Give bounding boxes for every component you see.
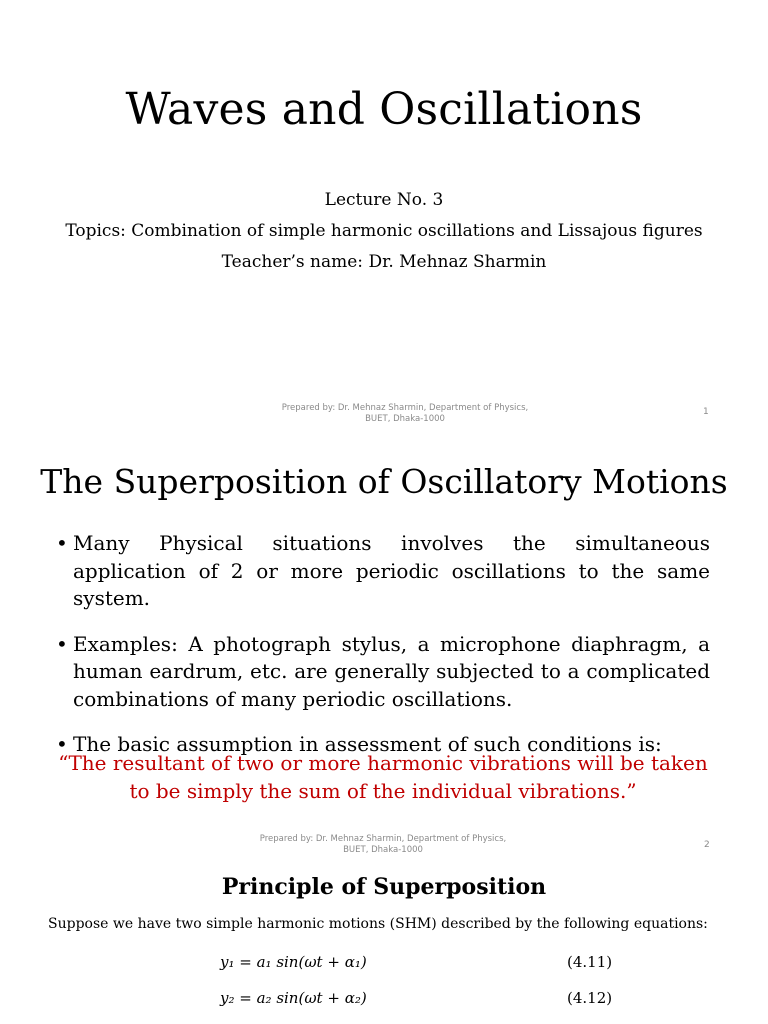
bullet-glyph: • bbox=[56, 531, 68, 555]
lecture-topics: Topics: Combination of simple harmonic oscillations and Lissajous figures bbox=[65, 221, 703, 241]
slide-2 bbox=[0, 432, 768, 864]
footer-line-2: BUET, Dhaka-1000 bbox=[343, 845, 423, 855]
equation-4-12: y₂ = a₂ sin(ωt + α₂) bbox=[220, 989, 367, 1007]
equation-4-11: y₁ = a₁ sin(ωt + α₁) bbox=[220, 953, 367, 971]
slide-3 bbox=[0, 864, 768, 1024]
bullet-glyph: • bbox=[56, 732, 68, 756]
list-item bbox=[56, 530, 710, 613]
slide-footer bbox=[255, 403, 555, 425]
bullet-text: The basic assumption in assessment of such conditions is: bbox=[73, 732, 662, 756]
bullet-list bbox=[56, 530, 710, 777]
lecture-number: Lecture No. 3 bbox=[324, 190, 444, 210]
intro-text: Suppose we have two simple harmonic motions (SHM) described by the following equations: bbox=[48, 916, 708, 932]
slide-1 bbox=[0, 0, 768, 432]
footer-line-2: BUET, Dhaka-1000 bbox=[365, 414, 445, 424]
slide-footer bbox=[233, 834, 533, 856]
slide-title: The Superposition of Oscillatory Motions bbox=[40, 462, 728, 501]
footer-line-1: Prepared by: Dr. Mehnaz Sharmin, Department of Physics, bbox=[259, 834, 507, 844]
bullet-text: Many Physical situations involves the simultaneous application of 2 or more periodic oscillations to the same system. bbox=[73, 531, 710, 610]
footer-line-1: Prepared by: Dr. Mehnaz Sharmin, Department of Physics, bbox=[281, 403, 529, 413]
page-number: 2 bbox=[704, 840, 710, 850]
teacher-name: Teacher’s name: Dr. Mehnaz Sharmin bbox=[221, 252, 547, 272]
highlighted-quote: “The resultant of two or more harmonic vibrations will be taken to be simply the sum of the individual vibrations.” bbox=[58, 751, 708, 803]
list-item bbox=[56, 631, 710, 714]
bullet-text: Examples: A photograph stylus, a microphone diaphragm, a human eardrum, etc. are generally subjected to a complicated combinations of many periodic oscillations. bbox=[73, 631, 710, 711]
equation-number: (4.11) bbox=[567, 953, 613, 971]
slide-title: Principle of Superposition bbox=[221, 874, 547, 900]
page-number: 1 bbox=[703, 407, 709, 417]
slide-title: Waves and Oscillations bbox=[125, 84, 643, 135]
equation-number: (4.12) bbox=[567, 989, 613, 1007]
bullet-glyph: • bbox=[56, 631, 68, 656]
